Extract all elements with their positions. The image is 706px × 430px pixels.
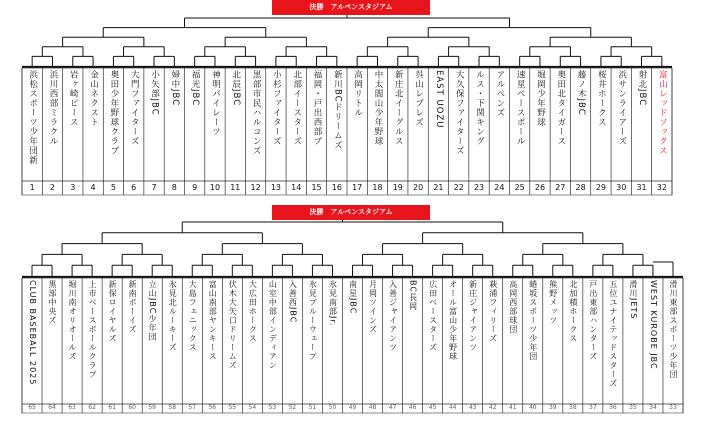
bottom-team-34: [643, 280, 663, 403]
bottom-team-number: 35: [629, 404, 637, 411]
bottom-team-63: [62, 280, 82, 403]
top-team-8: [164, 70, 184, 180]
bottom-team-number: 47: [388, 404, 397, 411]
bottom-team-name: 氷見ブルーウェーブ: [308, 280, 318, 361]
bottom-team-number: 58: [168, 404, 177, 411]
top-team-name: 婦中JBC: [169, 70, 180, 107]
bottom-team-number: 42: [488, 404, 497, 411]
bottom-team-61: [102, 280, 122, 403]
bottom-team-number: 44: [448, 404, 457, 411]
top-final-banner: 決勝 アルペンスタジアム: [272, 0, 430, 15]
bottom-team-name: 山室中部インディアン: [268, 280, 278, 370]
bottom-team-name: 月岡ツインズ: [368, 280, 378, 334]
top-team-number: 3: [70, 183, 76, 192]
top-team-number: 15: [311, 183, 322, 192]
top-team-name: 呉山レブレズ: [413, 70, 424, 127]
bottom-team-name: 広田ベースターズ: [428, 280, 438, 352]
top-team-name: 奥田少年野球クラブ: [108, 70, 119, 156]
bottom-team-number: 41: [508, 404, 517, 411]
top-team-name: 新川BCドリームズ: [332, 70, 343, 151]
top-team-14: [286, 70, 306, 180]
top-team-number: 5: [110, 183, 116, 192]
bottom-team-number: 39: [548, 404, 557, 411]
bottom-team-name: 大広田ホークス: [248, 280, 258, 343]
top-team-name: 北部イースターズ: [291, 70, 302, 146]
bottom-team-name: 堀川南オリオールズ: [68, 280, 78, 361]
top-team-number: 19: [392, 183, 403, 192]
bottom-team-name: CLUB BASEBALL 2025: [28, 280, 37, 386]
bottom-team-42: [483, 280, 503, 403]
bottom-team-36: [603, 280, 623, 403]
bottom-team-51: [302, 280, 322, 403]
bottom-team-name: 南星JBC: [348, 280, 358, 315]
bottom-team-name: 高岡西部球団: [508, 280, 518, 334]
bottom-team-number: 63: [68, 404, 76, 411]
top-team-26: [530, 70, 550, 180]
bottom-team-number: 65: [28, 404, 36, 411]
bottom-team-55: [222, 280, 242, 403]
top-team-11: [225, 70, 245, 180]
top-team-number: 32: [656, 183, 667, 192]
top-team-number: 11: [230, 183, 241, 192]
bottom-team-number: 62: [88, 404, 96, 411]
top-team-number: 14: [291, 183, 302, 192]
top-team-name: 高岡リトル: [352, 70, 363, 118]
bottom-team-name: 上市ベースボールクラブ: [88, 280, 98, 379]
top-team-number: 4: [90, 183, 96, 192]
bottom-team-39: [543, 280, 563, 403]
top-team-name: 福光JBC: [190, 70, 201, 107]
bottom-team-35: [623, 280, 643, 403]
bottom-team-name: 入善西JBC: [288, 280, 298, 324]
bottom-team-48: [363, 280, 383, 403]
bottom-team-number: 61: [108, 404, 116, 411]
top-team-number: 21: [433, 183, 444, 192]
top-team-15: [306, 70, 326, 180]
top-team-name: 大久保ファイターズ: [454, 70, 465, 156]
top-team-name: 黒部市民ハルコンズ: [251, 70, 262, 156]
bottom-team-number: 33: [669, 404, 677, 411]
bottom-team-number: 49: [348, 404, 357, 411]
top-team-31: [631, 70, 651, 180]
top-team-name: 浜松スポーツ少年団新: [27, 70, 38, 165]
top-team-name: 北辰JBC: [230, 70, 241, 107]
bottom-team-name: 北加積ホークス: [568, 280, 578, 343]
bottom-team-name: 萩浦フィリーズ: [488, 280, 498, 343]
bottom-team-41: [503, 280, 523, 403]
top-team-name: 金山ネクスト: [88, 70, 99, 127]
bottom-team-53: [262, 280, 282, 403]
top-team-24: [489, 70, 509, 180]
top-team-name: 速星ベースボール: [515, 70, 526, 146]
bottom-team-64: [42, 280, 62, 403]
top-team-number: 22: [453, 183, 464, 192]
top-team-name: 小杉ファイターズ: [271, 70, 282, 146]
bottom-team-44: [443, 280, 463, 403]
top-team-29: [591, 70, 611, 180]
top-team-name: 浜サンライアーズ: [616, 70, 627, 146]
top-team-3: [63, 70, 83, 180]
bottom-team-62: [82, 280, 102, 403]
top-team-number: 28: [575, 183, 586, 192]
top-team-number: 1: [29, 183, 35, 192]
top-team-27: [550, 70, 570, 180]
top-team-21: [428, 70, 448, 180]
top-team-name: ルス・下関キング: [474, 70, 485, 146]
bottom-team-43: [463, 280, 483, 403]
top-team-name: 福岡・戸出西部ブ: [312, 70, 323, 146]
top-team-name: 神明パイレーツ: [210, 70, 221, 137]
bottom-team-number: 55: [228, 404, 237, 411]
top-team-20: [408, 70, 428, 180]
top-team-number: 13: [270, 183, 281, 192]
top-team-name: 浜川西部ミラクル: [47, 70, 58, 146]
top-team-number: 12: [250, 183, 261, 192]
top-team-name: 射北JBC: [637, 70, 648, 107]
bottom-final-banner: 決勝 アルペンスタジアム: [272, 205, 430, 220]
bottom-team-name: 新南ボーイズ: [128, 280, 138, 334]
top-team-number: 27: [555, 183, 566, 192]
top-team-name: 岩ヶ崎ピース: [68, 70, 79, 127]
top-team-number: 18: [372, 183, 383, 192]
top-team-number: 31: [636, 183, 647, 192]
top-team-17: [347, 70, 367, 180]
top-team-13: [266, 70, 286, 180]
top-team-number: 26: [534, 183, 546, 192]
bottom-team-47: [383, 280, 403, 403]
top-team-2: [42, 70, 62, 180]
top-team-name: 中太閤山少年野球: [372, 70, 383, 146]
top-team-number: 2: [49, 183, 56, 192]
bottom-team-number: 52: [288, 404, 297, 411]
top-team-19: [388, 70, 408, 180]
top-team-6: [124, 70, 144, 180]
top-team-number: 8: [171, 183, 177, 192]
top-team-32: [652, 70, 672, 180]
top-team-name: 富山レッドソックス: [657, 70, 668, 156]
top-team-number: 17: [352, 183, 363, 192]
bottom-team-number: 60: [128, 404, 136, 411]
top-team-23: [469, 70, 489, 180]
bottom-team-number: 46: [408, 404, 417, 411]
bottom-team-number: 45: [428, 404, 437, 411]
bottom-team-name: オール富山少年野球: [448, 280, 458, 361]
bottom-team-57: [182, 280, 202, 403]
top-team-22: [449, 70, 469, 180]
bottom-team-name: BC長岡: [408, 280, 418, 311]
bottom-team-number: 51: [308, 404, 317, 411]
top-team-7: [144, 70, 164, 180]
top-team-number: 20: [413, 183, 424, 192]
top-team-name: 新庄北イーグルス: [393, 70, 404, 146]
bottom-team-name: WEST KUROBE JBC: [648, 280, 658, 370]
bottom-team-65: [22, 280, 42, 403]
bottom-team-name: 新保ロイヤルズ: [108, 280, 118, 343]
top-team-number: 10: [209, 183, 221, 192]
bottom-team-name: 蜷坂スポーツ少年団: [528, 280, 538, 361]
top-team-name: 大門ファイターズ: [129, 70, 140, 146]
bottom-team-name: 伏木大矢口ドリームズ: [228, 280, 238, 370]
bottom-team-name: 氷見北ルーキーズ: [168, 280, 178, 352]
bottom-team-number: 43: [468, 404, 477, 411]
top-team-name: EAST UOZU: [433, 70, 444, 129]
bottom-team-52: [282, 280, 302, 403]
top-team-name: 桜井ホークス: [596, 70, 607, 127]
bottom-team-50: [322, 280, 342, 403]
top-team-28: [570, 70, 590, 180]
bottom-team-name: 新庄ジャイアンツ: [468, 280, 478, 352]
bottom-team-60: [122, 280, 142, 403]
bottom-team-number: 36: [609, 404, 617, 411]
bottom-team-name: 富山南部ヤンキース: [208, 280, 218, 361]
top-team-25: [510, 70, 530, 180]
top-team-number: 6: [131, 183, 137, 192]
top-team-number: 25: [514, 183, 525, 192]
bottom-team-number: 53: [268, 404, 277, 411]
bottom-team-38: [563, 280, 583, 403]
bottom-team-45: [423, 280, 443, 403]
bottom-team-name: 五位ユナイテッドスターズ: [608, 280, 618, 388]
bottom-team-name: 滑川東部スポーツ少年団: [668, 280, 678, 379]
top-team-name: アルペンズ: [494, 70, 505, 118]
bottom-team-name: 戸出東部ハンターズ: [588, 280, 598, 361]
top-team-number: 9: [192, 183, 198, 192]
bottom-team-number: 38: [569, 404, 577, 411]
top-team-number: 30: [616, 183, 627, 192]
bottom-team-37: [583, 280, 603, 403]
bottom-team-number: 56: [208, 404, 217, 411]
top-team-16: [327, 70, 347, 180]
bottom-team-name: 入善ジャイアンツ: [388, 280, 398, 352]
top-team-number: 23: [473, 183, 485, 192]
bottom-team-number: 48: [368, 404, 377, 411]
bottom-team-number: 37: [589, 404, 597, 411]
top-team-12: [245, 70, 265, 180]
bottom-team-number: 40: [528, 404, 537, 411]
top-team-number: 24: [494, 183, 505, 192]
top-team-4: [83, 70, 103, 180]
top-team-name: 藤ノ木JBC: [576, 70, 587, 116]
bottom-team-number: 54: [248, 404, 257, 411]
bottom-team-56: [202, 280, 222, 403]
bottom-team-46: [403, 280, 423, 403]
bottom-team-59: [142, 280, 162, 403]
bottom-team-58: [162, 280, 182, 403]
top-team-30: [611, 70, 631, 180]
top-team-18: [367, 70, 387, 180]
bottom-team-54: [242, 280, 262, 403]
bottom-team-number: 57: [188, 404, 197, 411]
bottom-team-49: [342, 280, 362, 403]
bottom-team-name: 大島フェニックス: [188, 280, 198, 352]
top-team-5: [103, 70, 123, 180]
bottom-team-number: 64: [48, 404, 56, 411]
bottom-team-number: 59: [148, 404, 156, 411]
top-team-name: 奥田北タイガース: [555, 70, 566, 146]
top-team-1: [22, 70, 42, 180]
bottom-team-name: 熊野メッツ: [548, 280, 558, 325]
top-team-number: 16: [331, 183, 342, 192]
top-team-number: 29: [595, 183, 606, 192]
bottom-team-number: 50: [328, 404, 337, 411]
bottom-team-name: 氷見南部Jr.: [328, 280, 338, 327]
top-team-name: 堀岡少年野球: [535, 70, 546, 127]
top-team-number: 7: [151, 183, 157, 192]
top-team-9: [185, 70, 205, 180]
bottom-team-40: [523, 280, 543, 403]
bottom-team-name: 滑川JETS: [628, 280, 638, 320]
top-team-name: 小矢部JBC: [149, 70, 160, 116]
top-team-10: [205, 70, 225, 180]
bottom-team-number: 34: [649, 404, 657, 411]
bottom-team-name: 立山JBC少年団: [148, 280, 158, 342]
bottom-team-name: 黒部中央ズ: [48, 280, 58, 325]
bottom-team-33: [663, 280, 683, 403]
